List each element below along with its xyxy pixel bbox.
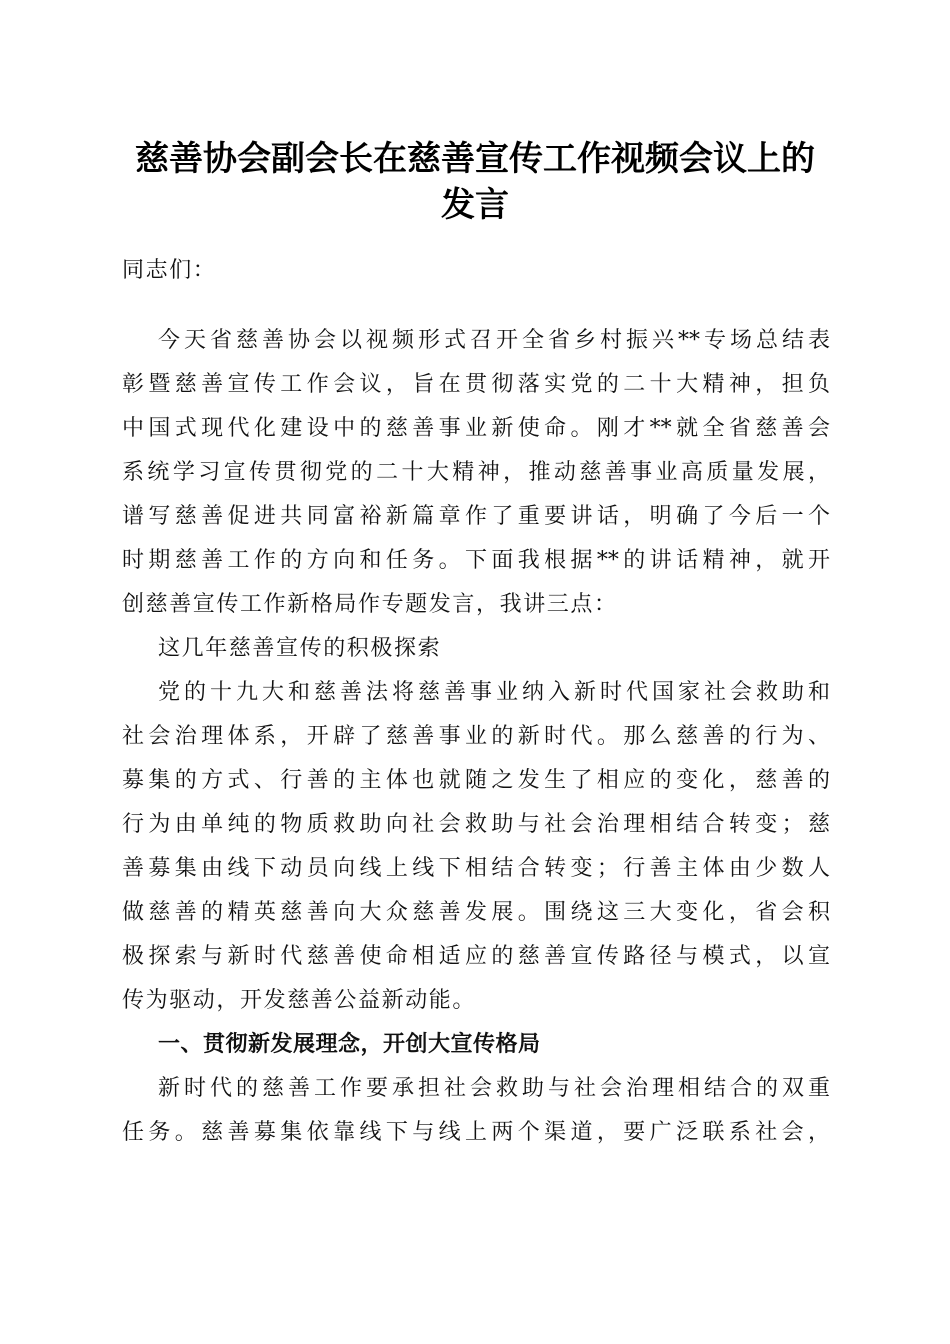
paragraph-line: 今天省慈善协会以视频形式召开全省乡村振兴**专场总结表 — [158, 328, 830, 353]
paragraph-line: 新时代的慈善工作要承担社会救助与社会治理相结合的双重 — [158, 1076, 830, 1101]
paragraph-line: 彰暨慈善宣传工作会议，旨在贯彻落实党的二十大精神，担负 — [122, 372, 830, 397]
paragraph-line: 党的十九大和慈善法将慈善事业纳入新时代国家社会救助和 — [158, 680, 830, 705]
paragraph-line: 做慈善的精英慈善向大众慈善发展。围绕这三大变化，省会积 — [122, 900, 830, 925]
paragraph-line: 时期慈善工作的方向和任务。下面我根据**的讲话精神，就开 — [122, 548, 830, 573]
paragraph-line: 善募集由线下动员向线上线下相结合转变；行善主体由少数人 — [122, 856, 830, 881]
paragraph-line: 极探索与新时代慈善使命相适应的慈善宣传路径与模式，以宣 — [122, 944, 830, 969]
paragraph-line: 中国式现代化建设中的慈善事业新使命。刚才**就全省慈善会 — [122, 416, 830, 441]
paragraph-line: 募集的方式、行善的主体也就随之发生了相应的变化，慈善的 — [122, 768, 830, 793]
paragraph-line: 创慈善宣传工作新格局作专题发言，我讲三点： — [122, 592, 618, 617]
paragraph-line: 行为由单纯的物质救助向社会救助与社会治理相结合转变；慈 — [122, 812, 830, 837]
salutation: 同志们： — [122, 258, 217, 283]
paragraph-line: 系统学习宣传贯彻党的二十大精神，推动慈善事业高质量发展， — [122, 460, 830, 485]
paragraph-line: 传为驱动，开发慈善公益新动能。 — [122, 988, 477, 1013]
section-heading: 一、贯彻新发展理念，开创大宣传格局 — [158, 1032, 541, 1057]
document-title-line-1: 慈善协会副会长在慈善宣传工作视频会议上的 — [135, 139, 815, 179]
paragraph-line: 任务。慈善募集依靠线下与线上两个渠道，要广泛联系社会， — [122, 1120, 830, 1145]
paragraph-line: 谱写慈善促进共同富裕新篇章作了重要讲话，明确了今后一个 — [122, 504, 830, 529]
paragraph-line: 社会治理体系，开辟了慈善事业的新时代。那么慈善的行为、 — [122, 724, 830, 749]
document-title-line-2: 发言 — [441, 185, 509, 225]
subsection-title: 这几年慈善宣传的积极探索 — [158, 636, 442, 661]
